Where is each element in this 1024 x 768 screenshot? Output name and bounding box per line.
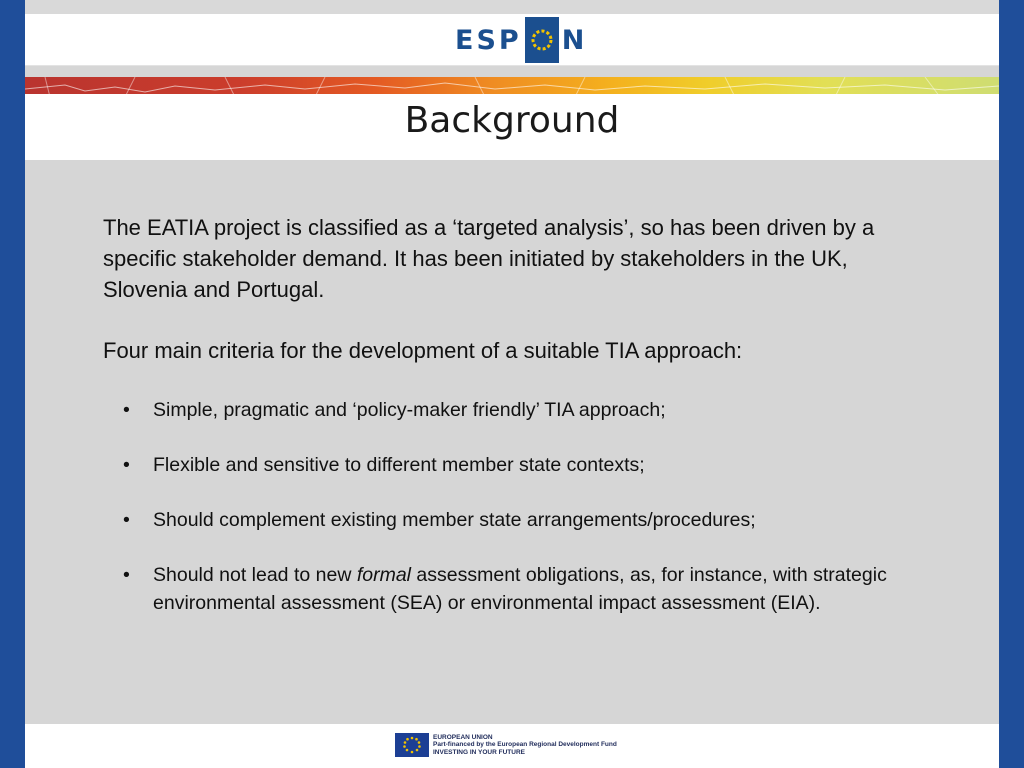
list-item-text: Should complement existing member state arrangements/procedures; (153, 509, 756, 531)
eu-funding-text (433, 734, 617, 756)
logo-text-left: ESP (455, 24, 522, 56)
slide (25, 0, 999, 768)
list-item-emphasis: formal (356, 564, 412, 586)
list-item (123, 396, 923, 424)
intro-paragraph: The EATIA project is classified as a ‘targeted analysis’, so has been driven by a specific stakeholder demand. It has been initiated by stakeholders in the UK, Slovenia and Portugal. (103, 215, 875, 302)
list-item-text-after: assessment obligations, as, for instance, with strategic environmental assessment (SEA) or environmental impact assessment (EIA). (153, 564, 887, 614)
eu-funding-logo (395, 733, 617, 757)
eu-line-1: EUROPEAN UNION (433, 734, 493, 742)
espon-logo (455, 16, 587, 64)
list-item (123, 506, 923, 534)
bullet-icon: • (123, 454, 130, 476)
slide-content (103, 212, 923, 644)
eu-line-2: Part-financed by the European Regional Development Fund (433, 741, 617, 749)
list-item-text: Flexible and sensitive to different member state contexts; (153, 454, 645, 476)
logo-band (25, 14, 999, 66)
bullet-icon: • (123, 399, 130, 421)
list-item-text: Simple, pragmatic and ‘policy-maker friendly’ TIA approach; (153, 399, 666, 421)
eu-flag-icon (395, 733, 429, 757)
list-item (123, 451, 923, 479)
list-item-text-before: Should not lead to new (153, 564, 357, 586)
top-bar (25, 0, 999, 14)
eu-line-3: INVESTING IN YOUR FUTURE (433, 748, 525, 756)
criteria-list (123, 396, 923, 617)
list-item (123, 561, 923, 617)
footer (25, 724, 999, 768)
criteria-heading: Four main criteria for the development of a suitable TIA approach: (103, 338, 743, 363)
bullet-icon: • (123, 564, 130, 586)
slide-title: Background (404, 100, 620, 141)
logo-text-right: N (561, 24, 588, 56)
bullet-icon: • (123, 509, 130, 531)
espon-star-icon (525, 17, 559, 63)
